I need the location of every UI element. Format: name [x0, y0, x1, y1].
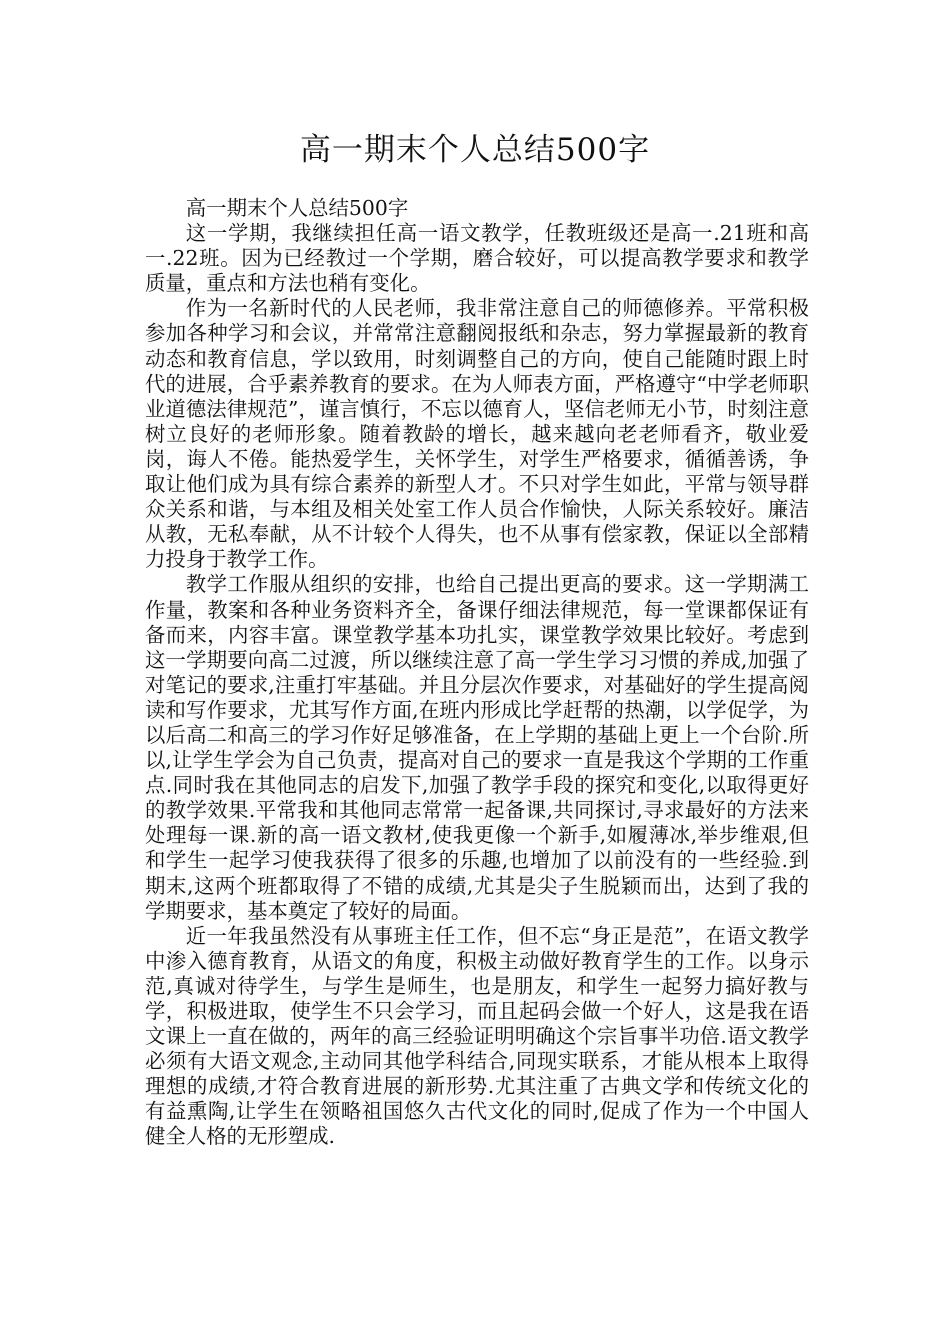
paragraph-teaching: 教学工作服从组织的安排，也给自己提出更高的要求。这一学期满工作量，教案和各种业务资料齐全，备课仔细法律规范，每一堂课都保证有备而来，内容丰富。课堂教学基本功扎实，课堂教学效果比较好。考虑到这一学期要向高二过渡，所以继续注意了高一学生学习习惯的养成,加强了对笔记的要求,注重打牢基础。并且分层次作要求，对基础好的学生提高阅读和写作要求，尤其写作方面,在班内形成比学赶帮的热潮，以学促学，为以后高二和高三的学习作好足够准备，在上学期的基础上更上一个台阶.所以,让学生学会为自己负责，提高对自己的要求一直是我这个学期的工作重点.同时我在其他同志的启发下,加强了教学手段的探究和变化,以取得更好的教学效果.平常我和其他同志常常一起备课,共同探讨,寻求最好的方法来处理每一课.新的高一语文教材,使我更像一个新手,如履薄冰,举步维艰,但和学生一起学习使我获得了很多的乐趣,也增加了以前没有的一些经验.到期末,这两个班都取得了不错的成绩,尤其是尖子生脱颖而出，达到了我的学期要求，基本奠定了较好的局面。 [145, 572, 809, 923]
paragraph-moral-education: 近一年我虽然没有从事班主任工作，但不忘“身正是范”，在语文教学中渗入德育教育，从语文的角度，积极主动做好教育学生的工作。以身示范,真诚对待学生，与学生是师生，也是朋友，和学生一起努力搞好教与学，积极进取，使学生不只会学习，而且起码会做一个好人，这是我在语文课上一直在做的，两年的高三经验证明明确这个宗旨事半功倍.语文教学必须有大语文观念,主动同其他学科结合,同现实联系，才能从根本上取得理想的成绩,才符合教育进展的新形势.尤其注重了古典文学和传统文化的有益熏陶,让学生在领略祖国悠久古代文化的同时,促成了作为一个中国人健全人格的无形塑成. [145, 923, 809, 1149]
paragraph-intro: 这一学期，我继续担任高一语文教学，任教班级还是高一.21班和高一.22班。因为已经教过一个学期，磨合较好，可以提高教学要求和教学质量，重点和方法也稍有变化。 [145, 221, 809, 296]
paragraph-subtitle: 高一期末个人总结500字 [185, 196, 409, 220]
paragraph-ethics: 作为一名新时代的人民老师，我非常注意自己的师德修养。平常积极参加各种学习和会议，并常常注意翻阅报纸和杂志，努力掌握最新的教育动态和教育信息，学以致用，时刻调整自己的方向，使自己能随时跟上时代的进展，合乎素养教育的要求。在为人师表方面，严格遵守“中学老师职业道德法律规范”，谨言慎行，不忘以德育人，坚信老师无小节，时刻注意树立良好的老师形象。随着教龄的增长，越来越向老老师看齐，敬业爱岗，诲人不倦。能热爱学生，关怀学生，对学生严格要求，循循善诱，争取让他们成为具有综合素养的新型人才。不只对学生如此，平常与领导群众关系和谐，与本组及相关处室工作人员合作愉快，人际关系较好。廉洁从教，无私奉献，从不计较个人得失，也不从事有偿家教，保证以全部精力投身于教学工作。 [145, 296, 809, 572]
page-title: 高一期末个人总结500字 [299, 132, 651, 168]
document-body [145, 196, 809, 1150]
